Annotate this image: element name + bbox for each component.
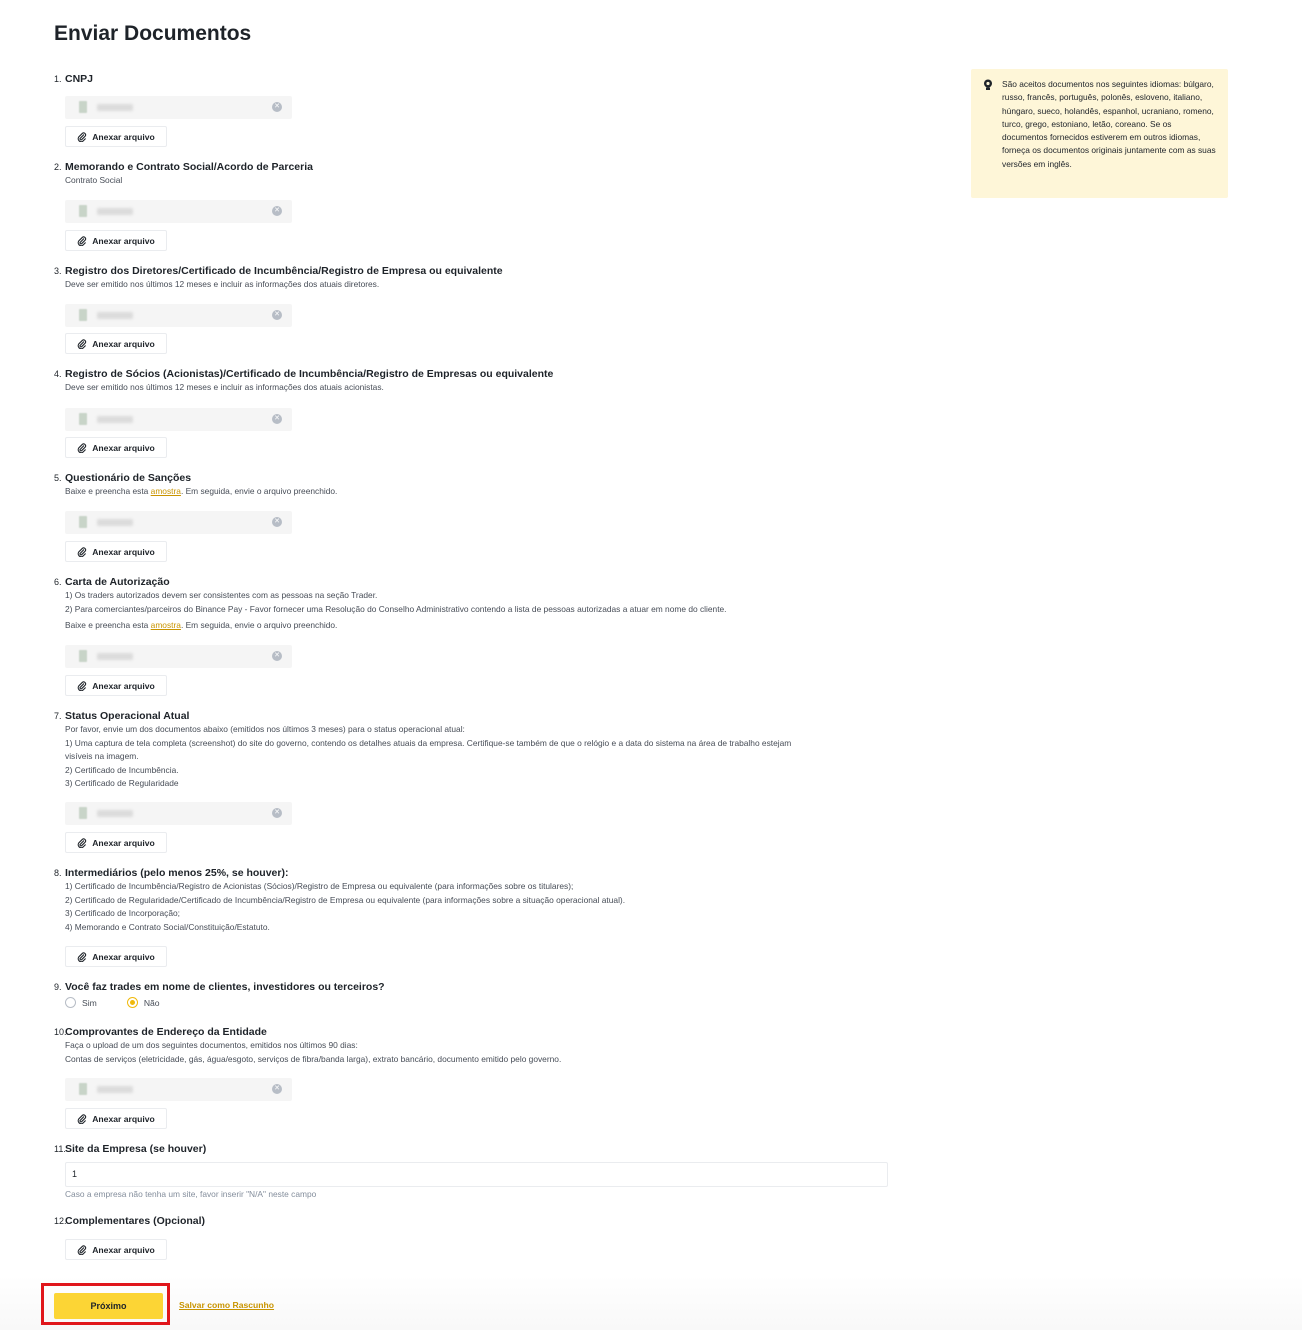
section-title: 9. Você faz trades em nome de clientes, investidores ou terceiros?: [54, 981, 385, 993]
section-desc: 2) Certificado de Regularidade/Certificado de Incumbência/Registro de Empresa ou equivalente (para informações sobre a situação operacional atual).: [65, 894, 626, 905]
file-icon: [79, 516, 87, 528]
paperclip-icon: [77, 236, 87, 246]
section-title: 7. Status Operacional Atual: [54, 710, 190, 722]
uploaded-file[interactable]: [65, 408, 292, 431]
radio-label-nao[interactable]: Não: [143, 997, 160, 1008]
remove-file-icon[interactable]: ✕: [272, 414, 282, 424]
paperclip-icon: [77, 838, 87, 848]
remove-file-icon[interactable]: ✕: [272, 1084, 282, 1094]
section-title: 8. Intermediários (pelo menos 25%, se houver):: [54, 867, 289, 879]
section-memorando: [54, 160, 894, 246]
section-desc: Contas de serviços (eletricidade, gás, água/esgoto, serviços de fibra/banda larga), extrato bancário, documento emitido pelo governo.: [65, 1053, 562, 1064]
section-title: 10.Comprovantes de Endereço da Entidade: [54, 1026, 267, 1038]
section-title: 5. Questionário de Sanções: [54, 472, 192, 484]
file-name-blurred: [97, 104, 133, 111]
uploaded-file[interactable]: [65, 802, 292, 825]
section-title: 1. CNPJ: [54, 73, 94, 85]
section-desc: Deve ser emitido nos últimos 12 meses e incluir as informações dos atuais diretores.: [65, 279, 380, 289]
section-desc: 1) Os traders autorizados devem ser consistentes com as pessoas na seção Trader.: [65, 590, 378, 600]
section-carta-autorizacao: [54, 575, 894, 691]
section-complementares: [54, 1214, 894, 1255]
file-name-blurred: [97, 312, 133, 319]
uploaded-file[interactable]: [65, 1078, 292, 1101]
paperclip-icon: [77, 1114, 87, 1124]
file-icon: [79, 650, 87, 662]
file-icon: [79, 807, 87, 819]
section-desc: Baixe e preencha esta amostra. Em seguida, envie o arquivo preenchido.: [65, 620, 338, 630]
section-desc: 1) Certificado de Incumbência/Registro de Acionistas (Sócios)/Registro de Empresa ou equivalente (para informações sobre os titulares);: [65, 881, 574, 891]
radio-sim[interactable]: [65, 997, 76, 1008]
section-desc: 2) Para comerciantes/parceiros do Binance Pay - Favor fornecer uma Resolução do Conselho Administrativo contendo a lista de pessoas autorizadas a atuar em nome do cliente.: [65, 603, 727, 614]
uploaded-file[interactable]: [65, 645, 292, 668]
file-name-blurred: [97, 810, 133, 817]
section-diretores: [54, 264, 894, 349]
remove-file-icon[interactable]: ✕: [272, 102, 282, 112]
attach-file-button[interactable]: Anexar arquivo: [65, 230, 167, 251]
section-title: 2. Memorando e Contrato Social/Acordo de Parceria: [54, 161, 313, 173]
section-title: 3. Registro dos Diretores/Certificado de Incumbência/Registro de Empresa ou equivalente: [54, 265, 503, 277]
uploaded-file[interactable]: [65, 200, 292, 223]
file-icon: [79, 309, 87, 321]
website-hint: Caso a empresa não tenha um site, favor inserir "N/A" neste campo: [65, 1189, 317, 1199]
lightbulb-icon: [983, 79, 993, 91]
info-text: São aceitos documentos nos seguintes idiomas: búlgaro, russo, francês, português, polonês, esloveno, italiano, húngaro, sueco, holandês, espanhol, ucraniano, romeno, turco, grego, estoniano, letão, coreano. Se os documentos fornecidos estiverem em outros idiomas, forneça os documentos originais juntamente com as suas versões em inglês.: [1002, 79, 1216, 169]
paperclip-icon: [77, 339, 87, 349]
trades-radio-group: [65, 997, 190, 1008]
section-desc: 3) Certificado de Regularidade: [65, 778, 179, 788]
radio-label-sim[interactable]: Sim: [82, 997, 97, 1008]
section-title: 12.Complementares (Opcional): [54, 1215, 206, 1227]
remove-file-icon[interactable]: ✕: [272, 206, 282, 216]
save-draft-link[interactable]: Salvar como Rascunho: [179, 1300, 275, 1310]
attach-file-button[interactable]: Anexar arquivo: [65, 437, 167, 458]
section-desc: 4) Memorando e Contrato Social/Constituição/Estatuto.: [65, 921, 270, 932]
radio-nao[interactable]: [127, 997, 138, 1008]
remove-file-icon[interactable]: ✕: [272, 517, 282, 527]
attach-file-button[interactable]: Anexar arquivo: [65, 126, 167, 147]
section-sancoes: [54, 471, 894, 557]
section-trades-terceiros: [54, 980, 894, 994]
sample-link[interactable]: amostra: [150, 486, 181, 496]
section-comprovantes-endereco: [54, 1025, 894, 1124]
section-desc: 1) Uma captura de tela completa (screenshot) do site do governo, contendo os detalhes atuais da empresa. Certifique-se também de que o relógio e a data do sistema na área de trabalho estejam: [65, 737, 792, 748]
section-desc: Faça o upload de um dos seguintes documentos, emitidos nos últimos 90 dias:: [65, 1040, 358, 1050]
section-desc: 3) Certificado de Incorporação;: [65, 908, 180, 918]
file-icon: [79, 101, 87, 113]
section-desc: Contrato Social: [65, 175, 123, 185]
section-site-empresa: [54, 1142, 894, 1156]
uploaded-file[interactable]: [65, 511, 292, 534]
section-title: 4. Registro de Sócios (Acionistas)/Certificado de Incumbência/Registro de Empresas ou equivalente: [54, 368, 554, 380]
paperclip-icon: [77, 952, 87, 962]
attach-file-button[interactable]: Anexar arquivo: [65, 1239, 167, 1260]
paperclip-icon: [77, 132, 87, 142]
file-name-blurred: [97, 1086, 133, 1093]
paperclip-icon: [77, 1245, 87, 1255]
uploaded-file[interactable]: [65, 304, 292, 327]
file-name-blurred: [97, 653, 133, 660]
attach-file-button[interactable]: Anexar arquivo: [65, 333, 167, 354]
section-title: 6. Carta de Autorização: [54, 576, 170, 588]
attach-file-button[interactable]: Anexar arquivo: [65, 832, 167, 853]
page-title: Enviar Documentos: [54, 22, 252, 45]
section-intermediarios: [54, 866, 894, 962]
section-desc: Por favor, envie um dos documentos abaixo (emitidos nos últimos 3 meses) para o status operacional atual:: [65, 724, 465, 734]
remove-file-icon[interactable]: ✕: [272, 808, 282, 818]
paperclip-icon: [77, 547, 87, 557]
next-button[interactable]: Próximo: [54, 1293, 163, 1319]
paperclip-icon: [77, 681, 87, 691]
attach-file-button[interactable]: Anexar arquivo: [65, 675, 167, 696]
paperclip-icon: [77, 443, 87, 453]
file-name-blurred: [97, 208, 133, 215]
file-icon: [79, 205, 87, 217]
section-desc: Deve ser emitido nos últimos 12 meses e incluir as informações dos atuais acionistas.: [65, 382, 384, 392]
section-status-operacional: [54, 709, 894, 848]
section-cnpj: [54, 72, 894, 142]
remove-file-icon[interactable]: ✕: [272, 651, 282, 661]
file-icon: [79, 1083, 87, 1095]
file-name-blurred: [97, 519, 133, 526]
section-desc: 2) Certificado de Incumbência.: [65, 764, 179, 775]
section-title: 11.Site da Empresa (se houver): [54, 1143, 207, 1155]
language-info-box: [971, 69, 1228, 198]
attach-file-button[interactable]: Anexar arquivo: [65, 1108, 167, 1129]
section-socios: [54, 367, 894, 453]
highlight-box: [41, 1283, 170, 1325]
attach-file-button[interactable]: Anexar arquivo: [65, 946, 167, 967]
section-desc: visíveis na imagem.: [65, 751, 139, 761]
sample-link[interactable]: amostra: [150, 620, 181, 630]
website-input[interactable]: 1: [65, 1162, 888, 1187]
uploaded-file[interactable]: [65, 96, 292, 119]
file-icon: [79, 413, 87, 425]
attach-file-button[interactable]: Anexar arquivo: [65, 541, 167, 562]
file-name-blurred: [97, 416, 133, 423]
remove-file-icon[interactable]: ✕: [272, 310, 282, 320]
section-desc: Baixe e preencha esta amostra. Em seguida, envie o arquivo preenchido.: [65, 486, 338, 496]
